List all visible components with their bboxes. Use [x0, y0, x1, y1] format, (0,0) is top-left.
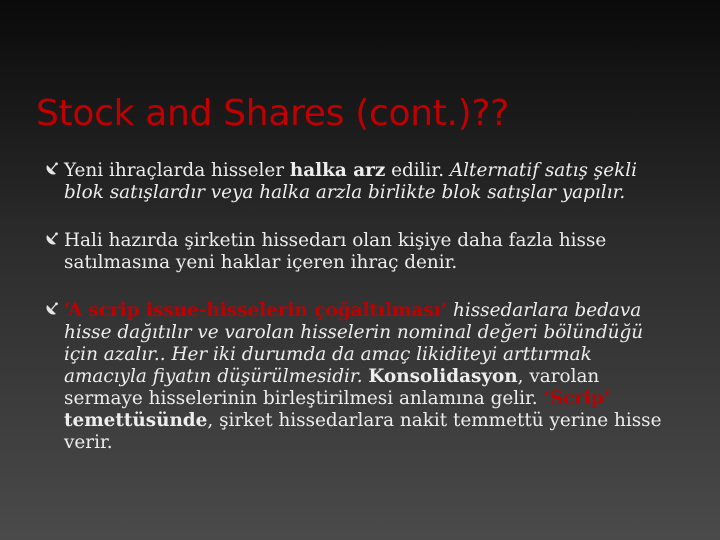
bullet-text-segment: temettüsünde	[64, 410, 208, 431]
bullet-text-segment: Yeni ihraçlarda hisseler	[64, 160, 290, 181]
bullet-text-segment: edilir.	[385, 160, 450, 181]
bullet-text-segment: Konsolidasyon	[368, 366, 518, 387]
slide-body	[40, 160, 680, 480]
bullet-text-segment: , şirket hissedarlara nakit temmettü yerine hisse verir.	[64, 410, 662, 453]
bullet-item	[40, 230, 680, 274]
bullet-text-segment: , varolan sermaye hisselerinin birleştirilmesi anlamına gelir.	[64, 366, 600, 409]
bullet-text-segment: Alternatif satış şekli blok satışlardır veya halka arzla birlikte blok satışlar yapılır.	[64, 160, 638, 203]
bullet-item	[40, 300, 680, 454]
satellite-dish-bullet-icon	[44, 301, 60, 317]
bullet-item	[40, 160, 680, 204]
bullet-text-segment: hissedarlara bedava hisse dağıtılır ve varolan hisselerin nominal değeri bölündüğü için azalır.. Her iki durumda da amaç likiditeyi arttırmak amacıyla fiyatın düşürülmesidir.	[64, 300, 644, 387]
slide-title: Stock and Shares (cont.)??	[36, 93, 510, 134]
bullet-text-segment: ‘A scrip issue-hisselerin çoğaltılması’	[64, 300, 448, 321]
bullet-text-segment: Hali hazırda şirketin hissedarı olan kişiye daha fazla hisse satılmasına yeni haklar içeren ihraç denir.	[64, 230, 607, 273]
satellite-dish-bullet-icon	[44, 231, 60, 247]
bullet-text-segment: halka arz	[289, 160, 386, 181]
satellite-dish-bullet-icon	[44, 161, 60, 177]
bullet-text-segment: ‘Scrip’	[543, 388, 611, 409]
